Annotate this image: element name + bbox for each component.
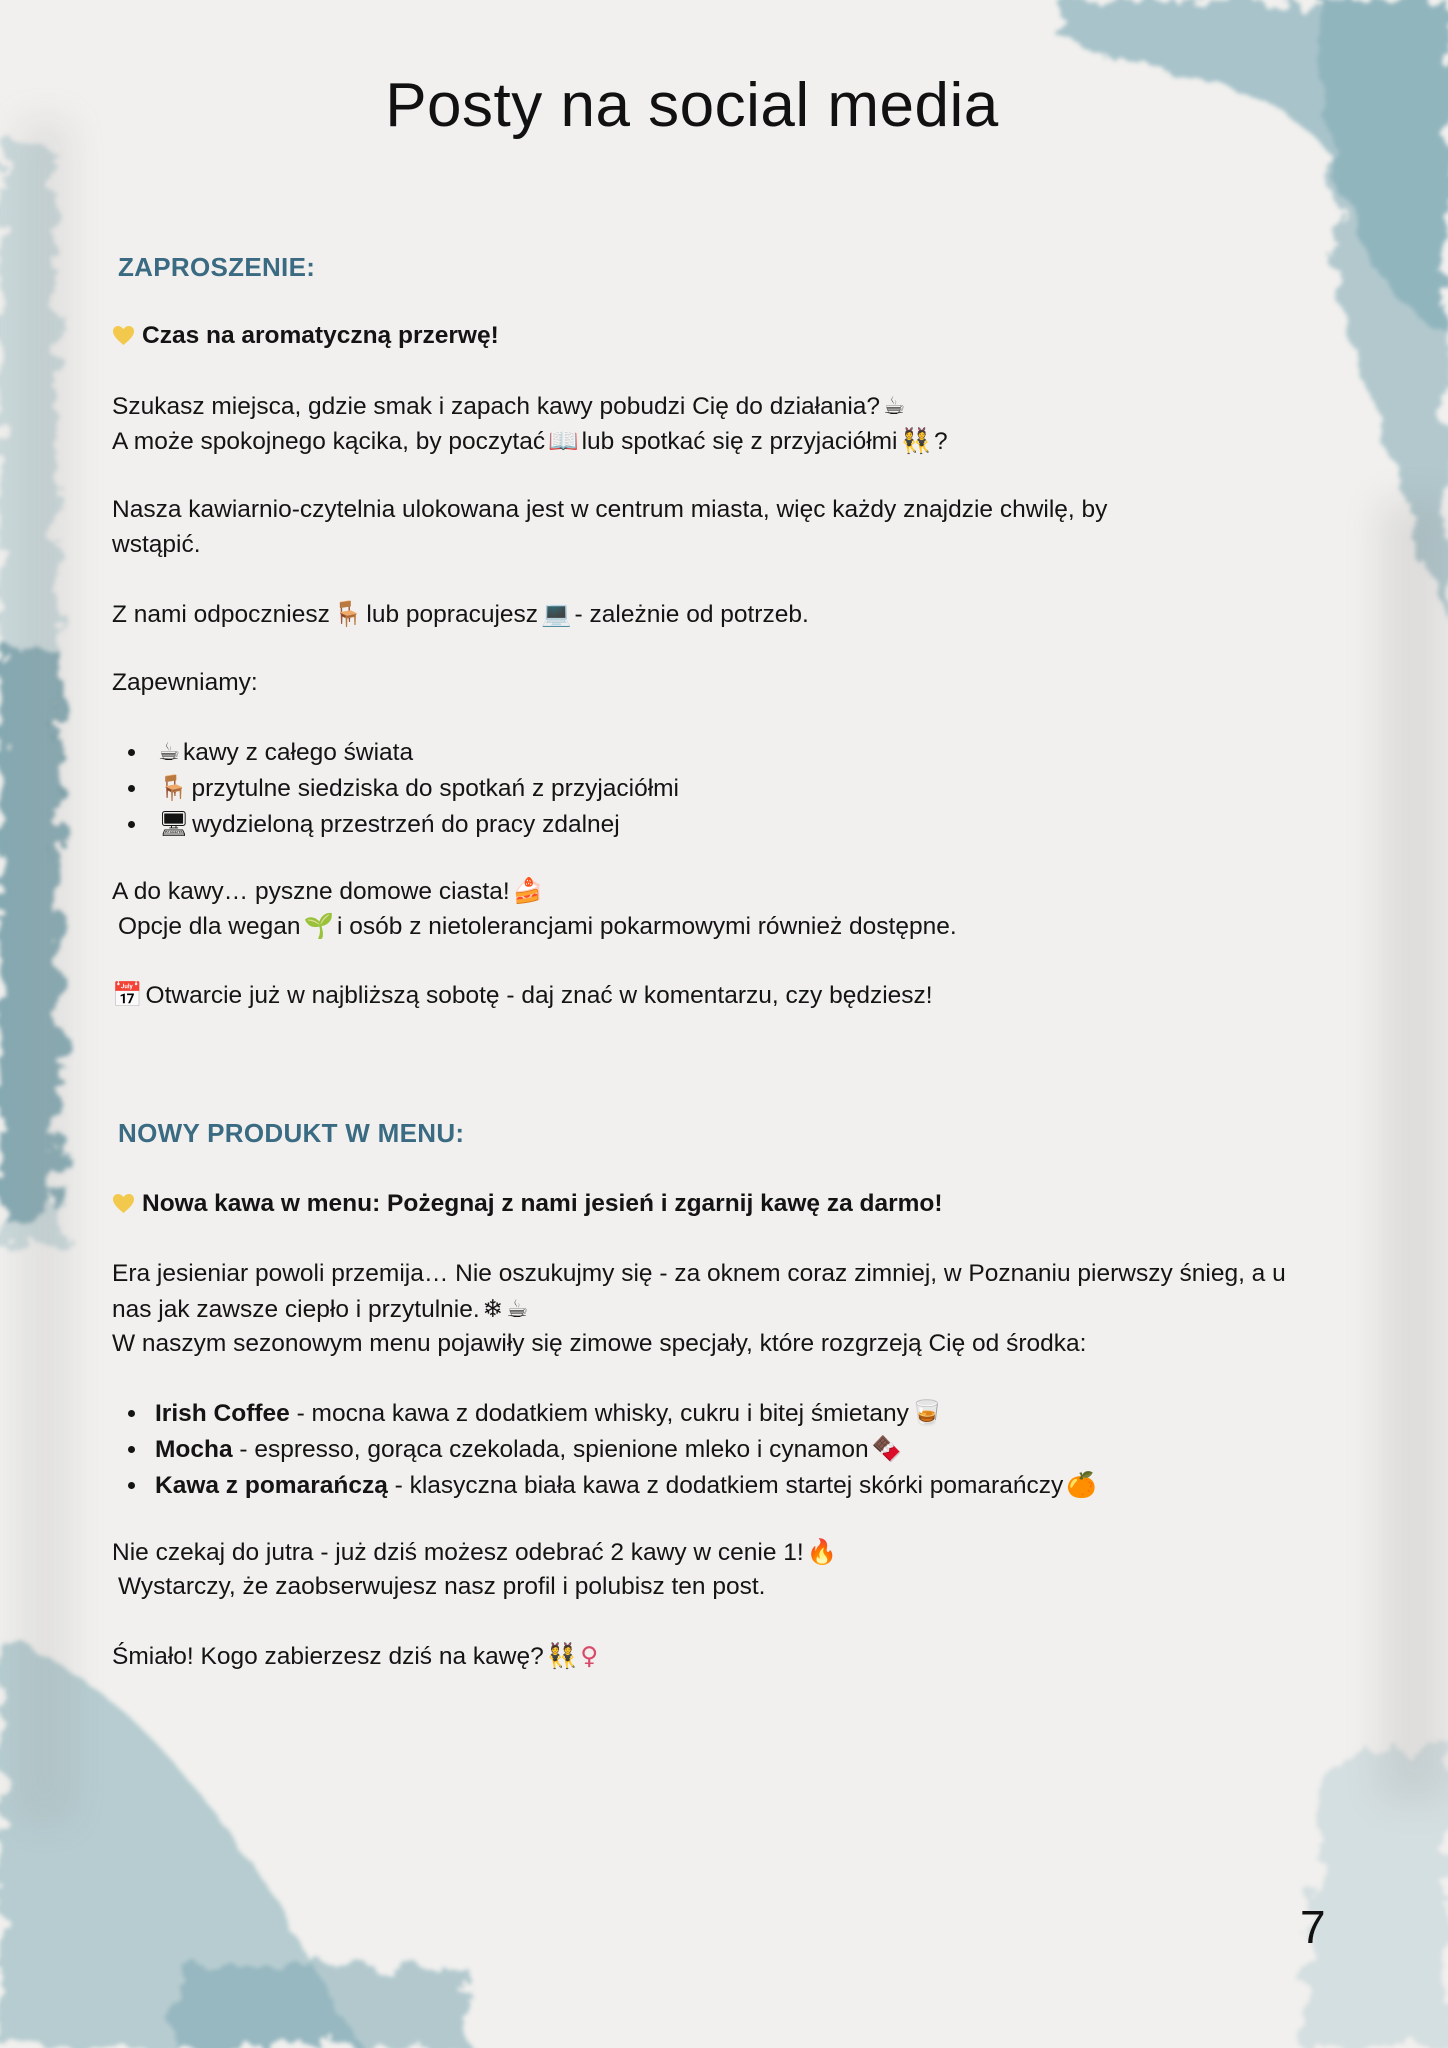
new-product-paragraph-1-line-1: Era jesieniar powoli przemija… Nie oszukujmy się - za oknem coraz zimniej, w Poznaniu pierwszy śnieg, a u	[112, 1260, 1286, 1287]
new-product-paragraph-1-line-3: W naszym sezonowym menu pojawiły się zimowe specjały, które rozgrzeją Cię od środka:	[112, 1330, 1087, 1357]
new-product-paragraph-2-line-2: Wystarczy, że zaobserwujesz nasz profil i polubisz ten post.	[118, 1573, 766, 1600]
book-icon: 📖	[548, 426, 579, 455]
yellow-heart-icon	[112, 325, 135, 346]
female-sign-icon: ♀	[580, 1641, 599, 1670]
coffee-icon: ☕	[883, 391, 906, 420]
seedling-icon: 🌱	[303, 911, 335, 940]
invitation-paragraph-6: 📅 Otwarcie już w najbliższą sobotę - daj znać w komentarzu, czy będziesz!	[112, 977, 933, 1013]
snowflake-icon: ❄	[482, 1294, 504, 1323]
invitation-paragraph-5-line-1: A do kawy… pyszne domowe ciasta! 🍰	[112, 873, 546, 909]
new-product-heading: NOWY PRODUKT W MENU:	[118, 1118, 465, 1148]
invitation-paragraph-2-line-2: wstąpić.	[112, 531, 201, 558]
laptop-icon: 💻	[541, 599, 572, 628]
orange-icon: 🍊	[1066, 1470, 1097, 1499]
chocolate-icon: 🍫	[871, 1434, 903, 1463]
coffee-icon: ☕	[158, 737, 180, 766]
fire-icon: 🔥	[806, 1537, 838, 1566]
invitation-paragraph-5-line-2: Opcje dla wegan 🌱 i osób z nietolerancjami pokarmowymi również dostępne.	[118, 908, 957, 944]
list-item: 🪑 przytulne siedziska do spotkań z przyjaciółmi	[128, 770, 679, 806]
cake-icon: 🍰	[512, 876, 544, 905]
friends-icon: 👯	[546, 1641, 578, 1670]
chair-icon: 🪑	[158, 773, 189, 802]
invitation-paragraph-2-line-1: Nasza kawiarnio-czytelnia ulokowana jest w centrum miasta, więc każdy znajdzie chwilę, by	[112, 496, 1108, 523]
list-item: Kawa z pomarańczą - klasyczna biała kawa z dodatkiem startej skórki pomarańczy 🍊	[128, 1467, 1100, 1503]
list-item: Irish Coffee - mocna kawa z dodatkiem whisky, cukru i bitej śmietany 🥃	[128, 1395, 1100, 1431]
coffee-icon: ☕	[506, 1294, 529, 1323]
invitation-paragraph-3: Z nami odpoczniesz 🪑 lub popracujesz 💻 - zależnie od potrzeb.	[112, 596, 809, 632]
page-number: 7	[1300, 1901, 1326, 1953]
invitation-paragraph-1-line-2: A może spokojnego kącika, by poczytać 📖 lub spotkać się z przyjaciółmi 👯 ?	[112, 423, 948, 459]
new-product-paragraph-2-line-1: Nie czekaj do jutra - już dziś możesz odebrać 2 kawy w cenie 1! 🔥	[112, 1534, 840, 1570]
invitation-paragraph-1-line-1: Szukasz miejsca, gdzie smak i zapach kawy pobudzi Cię do działania? ☕	[112, 388, 908, 424]
computer-icon: 🖥	[158, 809, 190, 838]
relax-icon: 🪑	[332, 599, 364, 628]
new-product-paragraph-3: Śmiało! Kogo zabierzesz dziś na kawę? 👯 ♀	[112, 1638, 601, 1674]
friends-icon: 👯	[900, 426, 932, 455]
yellow-heart-icon	[112, 1193, 135, 1214]
list-item: 🖥 wydzieloną przestrzeń do pracy zdalnej	[128, 806, 679, 842]
list-item: Mocha - espresso, gorąca czekolada, spienione mleko i cynamon 🍫	[128, 1431, 1100, 1467]
list-item: ☕ kawy z całego świata	[128, 734, 679, 770]
invitation-heading: ZAPROSZENIE:	[118, 252, 316, 282]
new-product-post-title: Nowa kawa w menu: Pożegnaj z nami jesień i zgarnij kawę za darmo!	[112, 1186, 943, 1221]
calendar-icon: 📅	[112, 980, 143, 1009]
invitation-bullet-list	[128, 734, 679, 842]
new-product-paragraph-1-line-2: nas jak zawsze ciepło i przytulnie. ❄ ☕	[112, 1291, 531, 1327]
invitation-paragraph-4: Zapewniamy:	[112, 669, 258, 696]
invitation-post-title: Czas na aromatyczną przerwę!	[112, 318, 499, 353]
menu-items-list	[128, 1395, 1100, 1503]
whisky-glass-icon: 🥃	[911, 1398, 943, 1427]
page-title: Posty na social media	[385, 71, 999, 140]
